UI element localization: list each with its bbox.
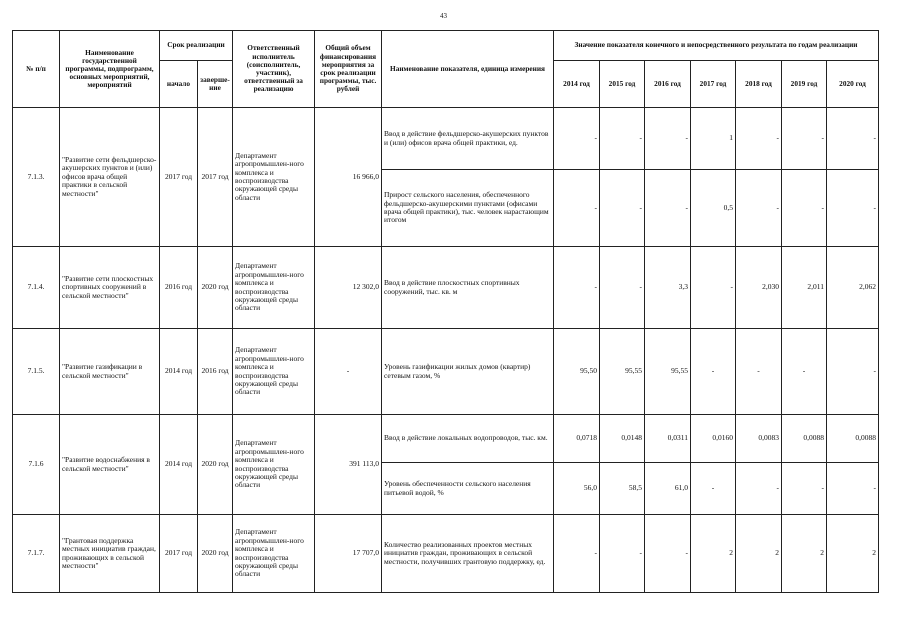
row-name: "Развитие сети фельдшерско-акушерских пунктов и (или) офисов врача общей практики в сельской местности" xyxy=(60,108,160,247)
table-row xyxy=(13,247,879,329)
row-end: 2020 год xyxy=(198,415,233,515)
row-value: - xyxy=(827,108,879,170)
row-indicator: Прирост сельского населения, обеспеченного фельдшерско-акушерскими пунктами (офисами врача общей практики), тыс. человек нарастающим итогом xyxy=(382,170,554,247)
row-name: "Развитие сети плоскостных спортивных сооружений в сельской местности" xyxy=(60,247,160,329)
program-table xyxy=(12,30,879,593)
row-indicator: Ввод в действие плоскостных спортивных сооружений, тыс. кв. м xyxy=(382,247,554,329)
row-start: 2017 год xyxy=(160,108,198,247)
row-funding: 16 966,0 xyxy=(315,108,382,247)
row-value: - xyxy=(691,329,736,415)
row-funding: 12 302,0 xyxy=(315,247,382,329)
row-name: "Развитие газификации в сельской местности" xyxy=(60,329,160,415)
row-indicator: Ввод в действие фельдшерско-акушерских пунктов и (или) офисов врача общей практики, ед. xyxy=(382,108,554,170)
row-value: 95,50 xyxy=(554,329,600,415)
table-row xyxy=(13,515,879,593)
row-value: - xyxy=(736,329,782,415)
row-value: - xyxy=(554,108,600,170)
row-value: 2 xyxy=(736,515,782,593)
row-num: 7.1.4. xyxy=(13,247,60,329)
row-value: - xyxy=(600,247,645,329)
row-value: - xyxy=(782,108,827,170)
row-value: 58,5 xyxy=(600,463,645,515)
row-value: 0,0088 xyxy=(782,415,827,463)
row-value: 0,0311 xyxy=(645,415,691,463)
row-value: - xyxy=(827,329,879,415)
row-value: - xyxy=(827,463,879,515)
header-indicator: Наименование показателя, единица измерения xyxy=(382,31,554,108)
row-indicator: Ввод в действие локальных водопроводов, тыс. км. xyxy=(382,415,554,463)
row-executor: Департамент агропромышлен-ного комплекса и воспроизводства окружающей среды области xyxy=(233,247,315,329)
row-num: 7.1.3. xyxy=(13,108,60,247)
row-value: 2 xyxy=(827,515,879,593)
header-year: 2018 год xyxy=(736,61,782,108)
row-funding: 17 707,0 xyxy=(315,515,382,593)
row-value: 56,0 xyxy=(554,463,600,515)
row-value: 2 xyxy=(691,515,736,593)
row-value: - xyxy=(645,108,691,170)
row-value: 0,5 xyxy=(691,170,736,247)
row-value: - xyxy=(827,170,879,247)
row-value: 0,0088 xyxy=(827,415,879,463)
row-value: - xyxy=(736,170,782,247)
row-value: - xyxy=(600,170,645,247)
row-value: - xyxy=(645,515,691,593)
header-values: Значение показателя конечного и непосредственного результата по годам реализации xyxy=(554,31,879,61)
header-year: 2020 год xyxy=(827,61,879,108)
row-end: 2017 год xyxy=(198,108,233,247)
row-end: 2016 год xyxy=(198,329,233,415)
row-value: 0,0083 xyxy=(736,415,782,463)
row-value: 0,0148 xyxy=(600,415,645,463)
page-number: 43 xyxy=(440,12,447,20)
row-value: 2 xyxy=(782,515,827,593)
row-value: 61,0 xyxy=(645,463,691,515)
table-header xyxy=(13,31,879,108)
header-num: № п/п xyxy=(13,31,60,108)
row-indicator: Количество реализованных проектов местных инициатив граждан, проживающих в сельской местности, получивших грантовую поддержку, ед. xyxy=(382,515,554,593)
row-value: - xyxy=(782,170,827,247)
row-start: 2014 год xyxy=(160,329,198,415)
header-year: 2015 год xyxy=(600,61,645,108)
row-funding: - xyxy=(315,329,382,415)
header-year: 2016 год xyxy=(645,61,691,108)
row-value: - xyxy=(600,108,645,170)
row-value: 95,55 xyxy=(645,329,691,415)
row-value: 3,3 xyxy=(645,247,691,329)
header-year: 2019 год xyxy=(782,61,827,108)
header-period: Срок реализации xyxy=(160,31,233,61)
header-year: 2014 год xyxy=(554,61,600,108)
row-value: - xyxy=(782,463,827,515)
row-value: - xyxy=(554,170,600,247)
row-value: 0,0160 xyxy=(691,415,736,463)
table-row xyxy=(13,329,879,415)
header-year: 2017 год xyxy=(691,61,736,108)
row-start: 2016 год xyxy=(160,247,198,329)
row-value: - xyxy=(782,329,827,415)
row-executor: Департамент агропромышлен-ного комплекса и воспроизводства окружающей среды области xyxy=(233,329,315,415)
row-value: - xyxy=(736,108,782,170)
row-executor: Департамент агропромышлен-ного комплекса и воспроизводства окружающей среды области xyxy=(233,515,315,593)
row-value: - xyxy=(645,170,691,247)
row-executor: Департамент агропромышлен-ного комплекса и воспроизводства окружающей среды области xyxy=(233,108,315,247)
row-value: 2,011 xyxy=(782,247,827,329)
row-value: 2,030 xyxy=(736,247,782,329)
row-name: "Грантовая поддержка местных инициатив граждан, проживающих в сельской местности" xyxy=(60,515,160,593)
row-funding: 391 113,0 xyxy=(315,415,382,515)
row-value: 1 xyxy=(691,108,736,170)
row-value: - xyxy=(600,515,645,593)
row-value: - xyxy=(554,515,600,593)
row-indicator: Уровень обеспеченности сельского населения питьевой водой, % xyxy=(382,463,554,515)
row-num: 7.1.7. xyxy=(13,515,60,593)
header-start: начало xyxy=(160,61,198,108)
row-indicator: Уровень газификации жилых домов (квартир) сетевым газом, % xyxy=(382,329,554,415)
row-value: 95,55 xyxy=(600,329,645,415)
row-start: 2017 год xyxy=(160,515,198,593)
header-name: Наименование государственной программы, подпрограмм, основных мероприятий, мероприятий xyxy=(60,31,160,108)
row-value: - xyxy=(554,247,600,329)
row-executor: Департамент агропромышлен-ного комплекса и воспроизводства окружающей среды области xyxy=(233,415,315,515)
row-end: 2020 год xyxy=(198,515,233,593)
row-num: 7.1.5. xyxy=(13,329,60,415)
header-executor: Ответственный исполнитель (соисполнитель, участник), ответственный за реализацию xyxy=(233,31,315,108)
row-num: 7.1.6 xyxy=(13,415,60,515)
row-value: 0,0718 xyxy=(554,415,600,463)
row-value: - xyxy=(736,463,782,515)
row-value: - xyxy=(691,463,736,515)
header-funding: Общий объем финансирования мероприятия за срок реализации программы, тыс. рублей xyxy=(315,31,382,108)
row-value: 2,062 xyxy=(827,247,879,329)
table-row xyxy=(13,108,879,170)
header-end: заверше-ние xyxy=(198,61,233,108)
row-end: 2020 год xyxy=(198,247,233,329)
row-value: - xyxy=(691,247,736,329)
row-name: "Развитие водоснабжения в сельской местности" xyxy=(60,415,160,515)
table-row xyxy=(13,415,879,463)
row-start: 2014 год xyxy=(160,415,198,515)
